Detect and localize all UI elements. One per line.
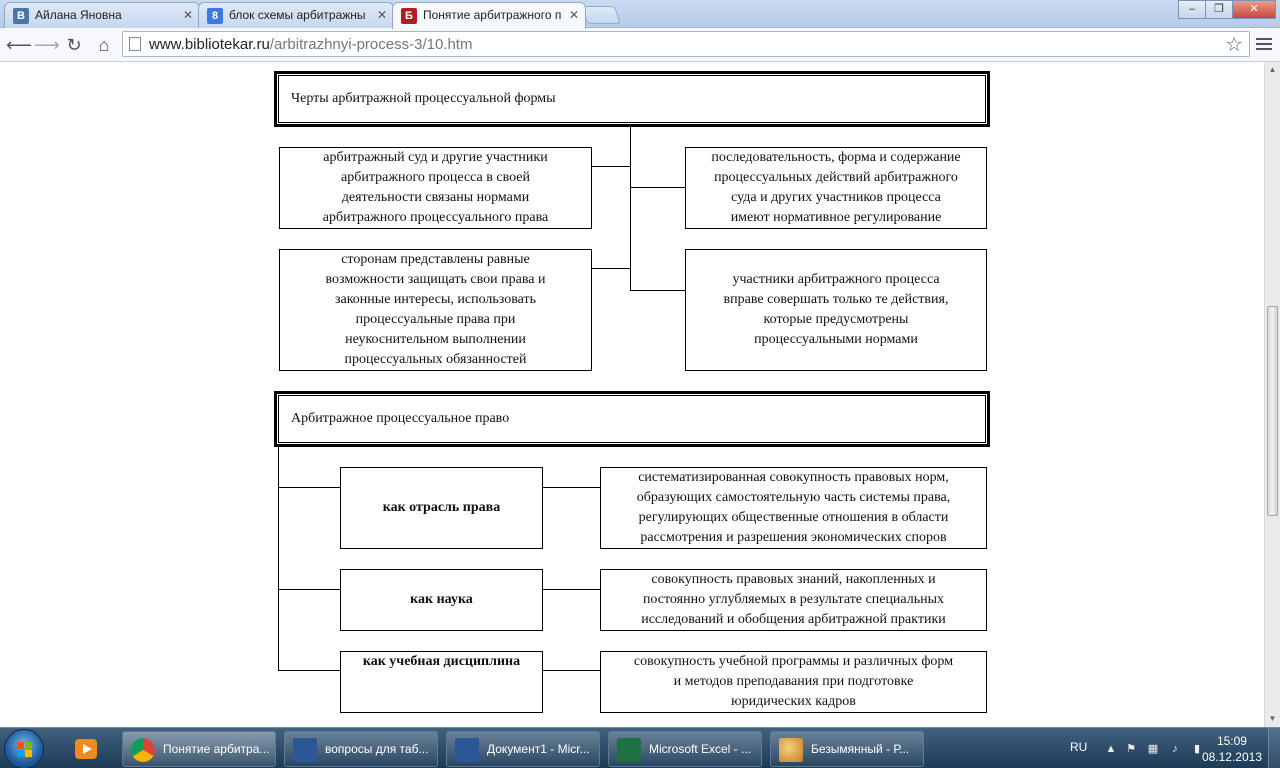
taskbar-item-label: Понятие арбитра... (163, 742, 270, 756)
action-center-flag-icon[interactable]: ⚑ (1126, 743, 1136, 755)
clock-date: 08.12.2013 (1201, 750, 1262, 764)
aspect-description-discipline (600, 651, 987, 713)
feature-text: участники арбитражного процесса вправе совершать только те действия, которые предусмотрены процессуальными нормами (723, 272, 949, 347)
connector-line (630, 290, 686, 291)
windows-taskbar (0, 727, 1280, 768)
paint-icon (779, 738, 803, 762)
network-icon[interactable]: ▦ (1147, 743, 1159, 755)
vertical-scrollbar[interactable] (1264, 62, 1280, 727)
google-favicon-icon: 8 (207, 8, 223, 24)
diagram2-title-box (276, 393, 988, 445)
tab-1-label: Айлана Яновна (35, 8, 122, 22)
show-hidden-icons-icon[interactable]: ▲ (1105, 743, 1117, 755)
taskbar-item-excel[interactable] (608, 731, 762, 767)
connector-line (278, 487, 341, 488)
taskbar-item-word-2[interactable] (446, 731, 600, 767)
page-icon (129, 37, 141, 51)
vk-favicon-icon: В (13, 8, 29, 24)
volume-icon[interactable]: ♪ (1172, 743, 1178, 755)
tab-1[interactable] (4, 2, 200, 28)
aspect-description: совокупность правовых знаний, накопленных и постоянно углубляемых в результате специальных исследований и обобщения арбитражной практики (641, 572, 946, 627)
language-indicator[interactable]: RU (1070, 740, 1088, 754)
tab-close-icon[interactable]: ✕ (182, 8, 193, 22)
scroll-down-arrow-icon[interactable]: ▼ (1268, 714, 1277, 723)
aspect-box-branch (340, 467, 543, 549)
url-text (149, 36, 472, 53)
taskbar-item-label: вопросы для таб... (325, 742, 429, 756)
connector-line (630, 187, 686, 188)
media-player-icon[interactable] (72, 735, 100, 763)
tab-2-label: блок схемы арбитражны (229, 8, 366, 22)
connector-line (542, 487, 601, 488)
connector-line (278, 589, 341, 590)
feature-box-left-bottom (279, 249, 592, 371)
taskbar-item-label: Безымянный - Р... (811, 742, 910, 756)
bibliotekar-favicon-icon: Б (401, 8, 417, 24)
power-icon[interactable]: ▮ (1193, 743, 1201, 755)
show-desktop-button[interactable] (1268, 728, 1280, 768)
tab-3-label: Понятие арбитражного п (423, 8, 562, 22)
diagram-area (0, 62, 1264, 727)
feature-box-left-top (279, 147, 592, 229)
aspect-box-discipline (340, 651, 543, 713)
excel-icon (617, 738, 641, 762)
browser-toolbar (0, 28, 1280, 62)
connector-line (542, 670, 601, 671)
feature-text: последовательность, форма и содержание процессуальных действий арбитражного суда и других участников процесса имеют нормативное регулирование (711, 150, 961, 225)
address-bar[interactable] (122, 31, 1250, 57)
tab-close-icon[interactable]: ✕ (376, 8, 387, 22)
connector-line (630, 126, 631, 291)
minimize-icon[interactable]: – (1178, 0, 1206, 19)
chrome-icon (131, 738, 155, 762)
url-path: /arbitrazhnyi-process-3/10.htm (269, 36, 473, 53)
start-button[interactable] (4, 729, 44, 768)
tab-2[interactable] (198, 2, 394, 28)
forward-arrow-icon[interactable]: ⟶ (34, 35, 60, 55)
diagram1-title: Черты арбитражной процессуальной формы (291, 91, 556, 106)
aspect-label: как наука (410, 592, 473, 607)
home-icon[interactable]: ⌂ (98, 35, 110, 55)
page-content (0, 62, 1264, 727)
aspect-description-science (600, 569, 987, 631)
aspect-description: систематизированная совокупность правовых норм, образующих самостоятельную часть системы права, регулирующих общественные отношения в области рассмотрения и разрешения экономических споров (636, 470, 951, 545)
close-window-icon[interactable]: ✕ (1232, 0, 1276, 19)
connector-line (542, 589, 601, 590)
chrome-menu-icon[interactable] (1256, 36, 1272, 52)
url-host: www.bibliotekar.ru (149, 36, 270, 53)
taskbar-item-label: Документ1 - Micr... (487, 742, 590, 756)
taskbar-item-word-1[interactable] (284, 731, 438, 767)
connector-line (278, 446, 279, 671)
system-tray (1030, 728, 1280, 768)
connector-line (591, 166, 631, 167)
diagram2-title: Арбитражное процессуальное право (291, 411, 510, 426)
bookmark-star-icon[interactable]: ☆ (1225, 34, 1243, 56)
maximize-icon[interactable]: ❐ (1205, 0, 1233, 19)
aspect-label: как учебная дисциплина (362, 654, 521, 669)
new-tab-button[interactable] (581, 6, 622, 24)
word-icon (455, 738, 479, 762)
aspect-description-branch (600, 467, 987, 549)
feature-box-right-top (685, 147, 987, 229)
scrollbar-thumb[interactable] (1267, 306, 1278, 516)
window-controls (1179, 0, 1276, 19)
clock-time: 15:09 (1216, 734, 1247, 748)
taskbar-item-chrome[interactable] (122, 731, 276, 767)
diagram1-title-box (276, 73, 988, 125)
windows-logo-icon (17, 742, 33, 758)
feature-box-right-bottom (685, 249, 987, 371)
word-icon (293, 738, 317, 762)
scroll-up-arrow-icon[interactable]: ▲ (1268, 65, 1277, 74)
connector-line (278, 670, 341, 671)
aspect-box-science (340, 569, 543, 631)
connector-line (591, 268, 631, 269)
clock[interactable] (1202, 733, 1262, 765)
back-arrow-icon[interactable]: ⟵ (6, 35, 32, 55)
reload-icon[interactable]: ↻ (66, 35, 82, 55)
aspect-label: как отрасль права (382, 500, 501, 515)
tab-close-icon[interactable]: ✕ (568, 8, 579, 22)
tab-3[interactable] (392, 2, 586, 29)
feature-text: сторонам представлены равные возможности защищать свои права и законные интересы, использовать процессуальные права при неукоснительном выполнении процессуальных обязанностей (325, 252, 546, 367)
aspect-description: совокупность учебной программы и различных форм и методов преподавания при подготовке юридических кадров (633, 654, 954, 709)
taskbar-item-label: Microsoft Excel - ... (649, 742, 752, 756)
taskbar-item-paint[interactable] (770, 731, 924, 767)
browser-titlebar (0, 0, 1280, 28)
feature-text: арбитражный суд и другие участники арбитражного процесса в своей деятельности связаны нормами арбитражного процессуального права (322, 150, 549, 225)
